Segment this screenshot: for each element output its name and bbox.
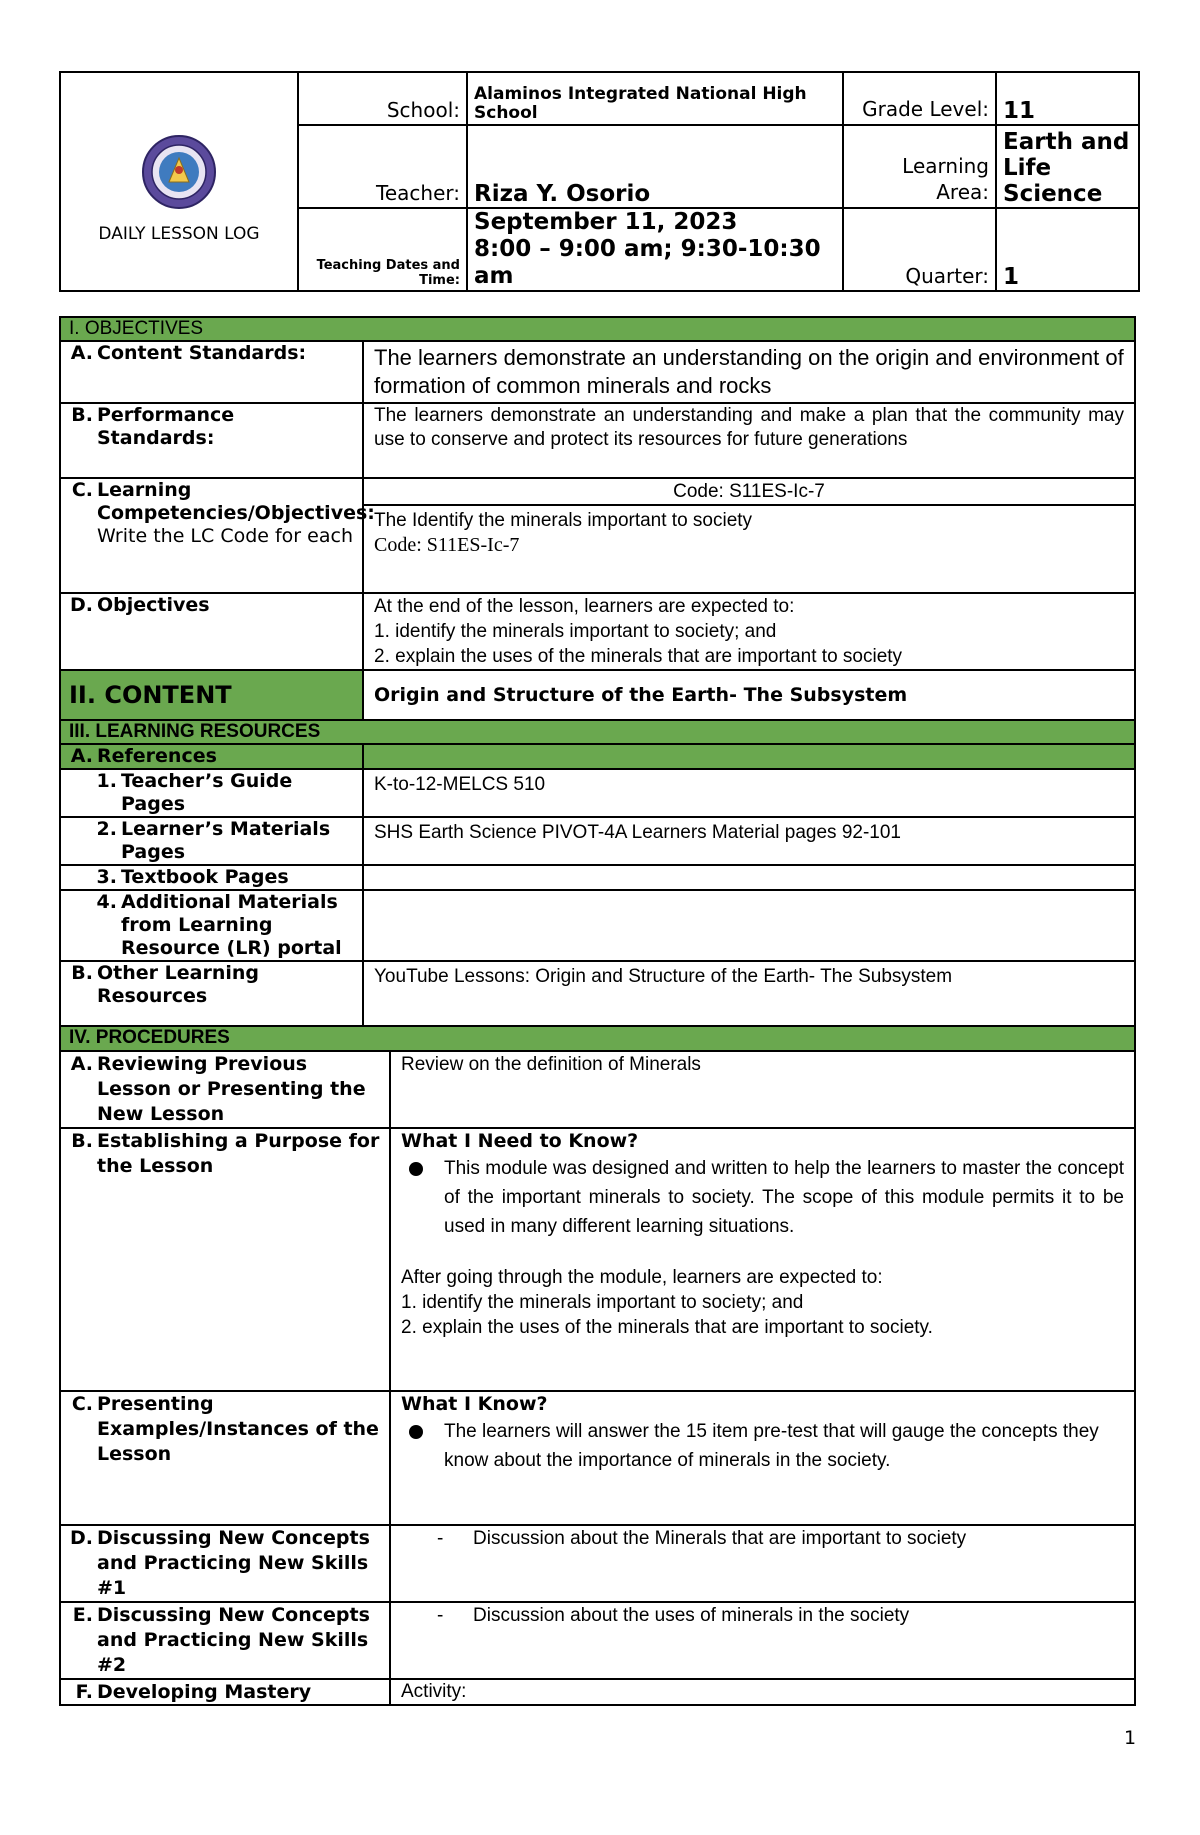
proc-d-label: D. Discussing New Concepts and Practicing New Skills #1 [60,1525,390,1602]
proc-b-bullet: This module was designed and written to help the learners to master the concept of the important minerals to society. The scope of this module permits it to be used in many different learning situations. [401,1154,1124,1241]
school-value: Alaminos Integrated National High School [467,72,843,125]
proc-b-label: B. Establishing a Purpose for the Lesson [60,1128,390,1391]
proc-c-title: What I Know? [401,1393,548,1415]
tb-value [363,865,1135,890]
dates-value [467,208,843,291]
grade-label: Grade Level: [843,72,996,125]
content-heading: II. CONTENT [60,670,363,720]
page-number: 1 [1124,1727,1137,1749]
area-label: Learning Area: [843,125,996,208]
lesson-table [59,316,1136,1032]
content-standards-value: The learners demonstrate an understanding on the origin and environment of formation of common minerals and rocks [363,341,1135,403]
proc-e-label: E. Discussing New Concepts and Practicing New Skills #2 [60,1602,390,1679]
teacher-label: Teacher: [298,125,467,208]
quarter-value: 1 [996,208,1139,291]
proc-c-value [390,1391,1135,1525]
performance-standards-value: The learners demonstrate an understanding and make a plan that the community may use to conserve and protect its resources for future generations [363,403,1135,478]
area-value: Earth and Life Science [996,125,1139,208]
proc-c-bullet: The learners will answer the 15 item pre-test that will gauge the concepts they know about the importance of minerals in the society. [401,1417,1124,1475]
tb-label: 3. Textbook Pages [60,865,363,890]
references-label: A. References [60,744,363,769]
proc-f-label: F. Developing Mastery [60,1679,390,1705]
proc-b-title: What I Need to Know? [401,1130,639,1152]
competencies-code: Code: S11ES-Ic-7 [363,478,1135,505]
deped-seal-logo [136,134,222,210]
resources-heading: III. LEARNING RESOURCES [60,720,1135,744]
proc-f-value: Activity: [390,1679,1135,1705]
procedures-heading: IV. PROCEDURES [60,1026,1135,1051]
content-standards-label: A. Content Standards: [60,341,363,403]
lm-value: SHS Earth Science PIVOT-4A Learners Material pages 92-101 [363,817,1135,865]
school-label: School: [298,72,467,125]
dates-value-date: September 11, 2023 [474,209,738,235]
proc-b-value: What I Need to Know? This module was designed and written to help the learners to master the concept of the important minerals to society. The scope of this module permits it to be used in many different learning situations. After going through the module, learners are expected to: 1. identify the minerals important to society; and 2. explain the uses of the minerals that are important to society. [390,1128,1135,1391]
objectives-value: At the end of the lesson, learners are expected to: 1. identify the minerals important to society; and 2. explain the uses of the minerals that are important to society [363,593,1135,670]
proc-c-label: C. Presenting Examples/Instances of the Lesson [60,1391,390,1525]
dates-value-time: 8:00 – 9:00 am; 9:30-10:30 am [474,236,821,289]
proc-a-label: A. Reviewing Previous Lesson or Presenting the New Lesson [60,1051,390,1128]
dates-label: Teaching Dates and Time: [298,208,467,291]
bullet-icon [409,1425,423,1439]
lm-label: 2. Learner’s Materials Pages [60,817,363,865]
other-resources-label: B. Other Learning Resources [60,961,363,1031]
competencies-value: The Identify the minerals important to society Code: S11ES-Ic-7 [363,505,1135,593]
bullet-icon [409,1162,423,1176]
competencies-label: C. Learning Competencies/Objectives: Write the LC Code for each [60,478,363,593]
logo-cell [60,72,298,291]
other-resources-value: YouTube Lessons: Origin and Structure of the Earth- The Subsystem [363,961,1135,1031]
grade-value: 11 [996,72,1139,125]
references-value [363,744,1135,769]
am-value [363,890,1135,961]
proc-d-value: - Discussion about the Minerals that are important to society [390,1525,1135,1602]
performance-standards-label: B. Performance Standards: [60,403,363,478]
objectives-heading: I. OBJECTIVES [60,317,1135,341]
objectives-label: D. Objectives [60,593,363,670]
content-value: Origin and Structure of the Earth- The Subsystem [363,670,1135,720]
tg-label: 1. Teacher’s Guide Pages [60,769,363,817]
procedures-table [59,1025,1136,1706]
am-label: 4. Additional Materials from Learning Resource (LR) portal [60,890,363,961]
proc-e-value: - Discussion about the uses of minerals in the society [390,1602,1135,1679]
proc-a-value: Review on the definition of Minerals [390,1051,1135,1128]
header-table [59,71,1140,292]
teacher-value: Riza Y. Osorio [467,125,843,208]
doc-title: DAILY LESSON LOG [98,223,260,244]
tg-value: K-to-12-MELCS 510 [363,769,1135,817]
quarter-label: Quarter: [843,208,996,291]
